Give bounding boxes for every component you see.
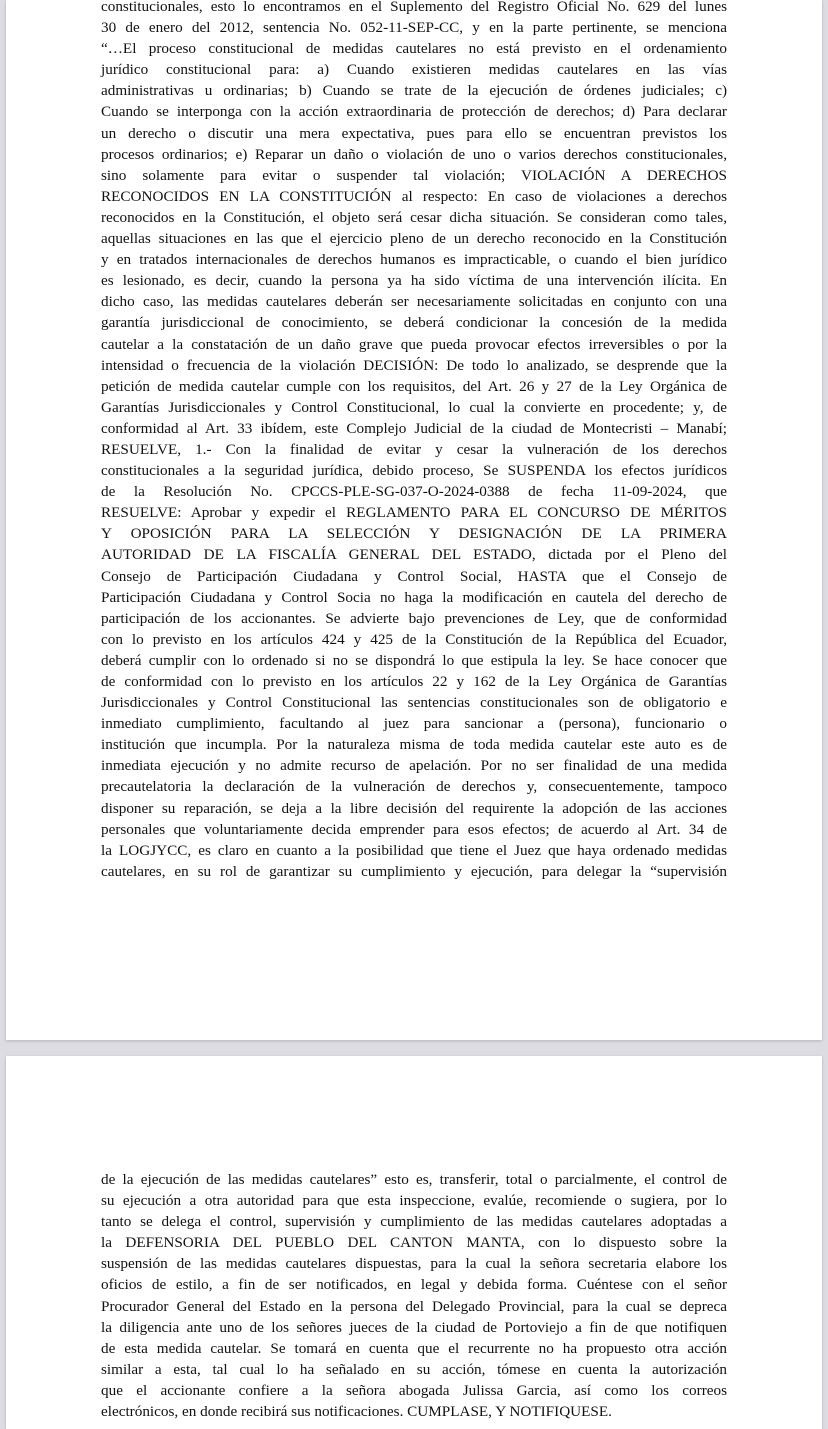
text-line: Y OPOSICIÓN PARA LA SELECCIÓN Y DESIGNACIÓN DE LA PRIMERA xyxy=(101,525,727,543)
text-line: administrativas u ordinarias; b) Cuando se trate de la ejecución de órdenes judiciales; c) xyxy=(101,82,727,100)
text-line: garantía jurisdiccional de conocimiento, se deberá condicionar la concesión de la medida xyxy=(101,314,727,332)
text-line: la DEFENSORIA DEL PUEBLO DEL CANTON MANTA, con lo dispuesto sobre la xyxy=(101,1234,727,1252)
text-line: su ejecución a otra autoridad para que esta inspeccione, evalúe, recomiende o sugiera, por lo xyxy=(101,1192,727,1210)
text-line: Procurador General del Estado en la persona del Delegado Provincial, para la cual se depreca xyxy=(101,1297,727,1315)
text-line: procesos ordinarios; e) Reparar un daño o violación de uno o varios derechos constitucionales, xyxy=(101,145,727,163)
text-line: deberá cumplir con lo ordenado si no se dispondrá lo que estipula la ley. Se hace conocer que xyxy=(101,651,727,669)
text-line: 30 de enero del 2012, sentencia No. 052-11-SEP-CC, y en la parte pertinente, se menciona xyxy=(101,19,727,37)
text-line: precautelatoria la declaración de la vulneración de derechos y, consecuentemente, tampoco xyxy=(101,778,727,796)
text-line: es lesionado, es decir, cuando la persona ya ha sido víctima de una intervención ilícita. En xyxy=(101,272,727,290)
text-line: tanto se delega el control, supervisión y cumplimiento de las medidas cautelares adoptadas a xyxy=(101,1213,727,1231)
page-1-body-text xyxy=(101,0,727,882)
text-line: Consejo de Participación Ciudadana y Control Social, HASTA que el Consejo de xyxy=(101,567,727,585)
text-line: de la Resolución No. CPCCS-PLE-SG-037-O-2024-0388 de fecha 11-09-2024, que xyxy=(101,483,727,501)
text-line: AUTORIDAD DE LA FISCALÍA GENERAL DEL ESTADO, dictada por el Pleno del xyxy=(101,546,727,564)
text-line: un derecho o discutir una mera expectativa, pues para ello se encuentran previstos los xyxy=(101,124,727,142)
document-page-2 xyxy=(6,1056,822,1429)
text-line: Participación Ciudadana y Control Socia no haga la modificación en cautela del derecho de xyxy=(101,588,727,606)
text-line: RESUELVE, 1.- Con la finalidad de evitar y cesar la vulneración de los derechos xyxy=(101,440,727,458)
text-line: cautelares, en su rol de garantizar su cumplimiento y ejecución, para delegar la “supervisión xyxy=(101,862,727,880)
document-page-1 xyxy=(6,0,822,1040)
text-line: de esta medida cautelar. Se tomará en cuenta que el recurrente no ha propuesto otra acción xyxy=(101,1339,727,1357)
text-line: RESUELVE: Aprobar y expedir el REGLAMENTO PARA EL CONCURSO DE MÉRITOS xyxy=(101,504,727,522)
text-line: Garantías Jurisdiccionales y Control Constitucional, lo cual la convierte en procedente; y, de xyxy=(101,398,727,416)
text-line: participación de los accionantes. Se advierte bajo prevenciones de Ley, que de conformidad xyxy=(101,609,727,627)
text-line: intensidad o frecuencia de la violación DECISIÓN: De todo lo analizado, se desprende que la xyxy=(101,356,727,374)
text-line: institución que incumpla. Por la naturaleza misma de toda medida cautelar este auto es de xyxy=(101,736,727,754)
text-line: con lo previsto en los artículos 424 y 425 de la Constitución de la República del Ecuador, xyxy=(101,630,727,648)
text-line: inmediato cumplimiento, facultando al juez para sancionar a (persona), funcionario o xyxy=(101,715,727,733)
text-line: similar a esta, tal cual lo ha señalado en su acción, tómese en cuenta la autorización xyxy=(101,1360,727,1378)
text-line: constitucionales a la seguridad jurídica, debido proceso, Se SUSPENDA los efectos jurídicos xyxy=(101,462,727,480)
text-line: jurídico constitucional para: a) Cuando existieren medidas cautelares en las vías xyxy=(101,61,727,79)
text-line: aquellas situaciones en las que el ejercicio pleno de un derecho reconocido en la Constitución xyxy=(101,230,727,248)
text-line: dicho caso, las medidas cautelares deberán ser necesariamente solicitadas en conjunto con una xyxy=(101,293,727,311)
text-line: la diligencia ante uno de los señores jueces de la ciudad de Portoviejo a fin de que notifiquen xyxy=(101,1318,727,1336)
text-line: que el accionante confiere a la señora abogada Julissa Garcia, así como los correos xyxy=(101,1381,727,1399)
text-line: petición de medida cautelar cumple con los requisitos, del Art. 26 y 27 de la Ley Orgánica de xyxy=(101,377,727,395)
text-line: suspensión de las medidas cautelares dispuestas, para la cual la señora secretaria elabore los xyxy=(101,1255,727,1273)
page-2-body-text xyxy=(101,1169,727,1422)
text-line: Jurisdiccionales y Control Constitucional las sentencias constitucionales son de obligatorio e xyxy=(101,694,727,712)
text-line: la LOGJYCC, es claro en cuanto a la posibilidad que tiene el Juez que haya ordenado medidas xyxy=(101,841,727,859)
text-line: personales que voluntariamente decida emprender para esos efectos; de acuerdo al Art. 34 de xyxy=(101,820,727,838)
text-line: disponer su reparación, se deja a la libre decisión del requirente la adopción de las acciones xyxy=(101,799,727,817)
text-line: reconocidos en la Constitución, el objeto será cesar dicha situación. Se consideran como tales, xyxy=(101,208,727,226)
text-line: de la ejecución de las medidas cautelares” esto es, transferir, total o parcialmente, el control de xyxy=(101,1171,727,1188)
text-line: RECONOCIDOS EN LA CONSTITUCIÓN al respecto: En caso de violaciones a derechos xyxy=(101,187,727,205)
text-line: constitucionales, esto lo encontramos en el Suplemento del Registro Oficial No. 629 del lunes xyxy=(101,0,727,15)
text-line: cautelar a la constatación de un daño grave que pueda provocar efectos irreversibles o por la xyxy=(101,335,727,353)
text-line: Cuando se interponga con la acción extraordinaria de protección de derechos; d) Para declarar xyxy=(101,103,727,121)
text-line: “…El proceso constitucional de medidas cautelares no está previsto en el ordenamiento xyxy=(101,40,727,58)
text-line: de conformidad con lo previsto en los artículos 22 y 162 de la Ley Orgánica de Garantías xyxy=(101,673,727,690)
text-line: sino solamente para evitar o suspender tal violación; VIOLACIÓN A DERECHOS xyxy=(101,166,727,184)
text-line: inmediata ejecución y no admite recurso de apelación. Por no ser finalidad de una medida xyxy=(101,757,727,775)
text-line: y en tratados internacionales de derechos humanos es impracticable, o cuando el bien jurídico xyxy=(101,251,727,269)
text-line: conformidad al Art. 33 ibídem, este Complejo Judicial de la ciudad de Montecristi – Manabí; xyxy=(101,419,727,437)
text-line: oficios de estilo, a fin de ser notificados, en legal y debida forma. Cuéntese con el señor xyxy=(101,1276,727,1294)
text-line: electrónicos, en donde recibirá sus notificaciones. CUMPLASE, Y NOTIFIQUESE. xyxy=(101,1403,612,1421)
